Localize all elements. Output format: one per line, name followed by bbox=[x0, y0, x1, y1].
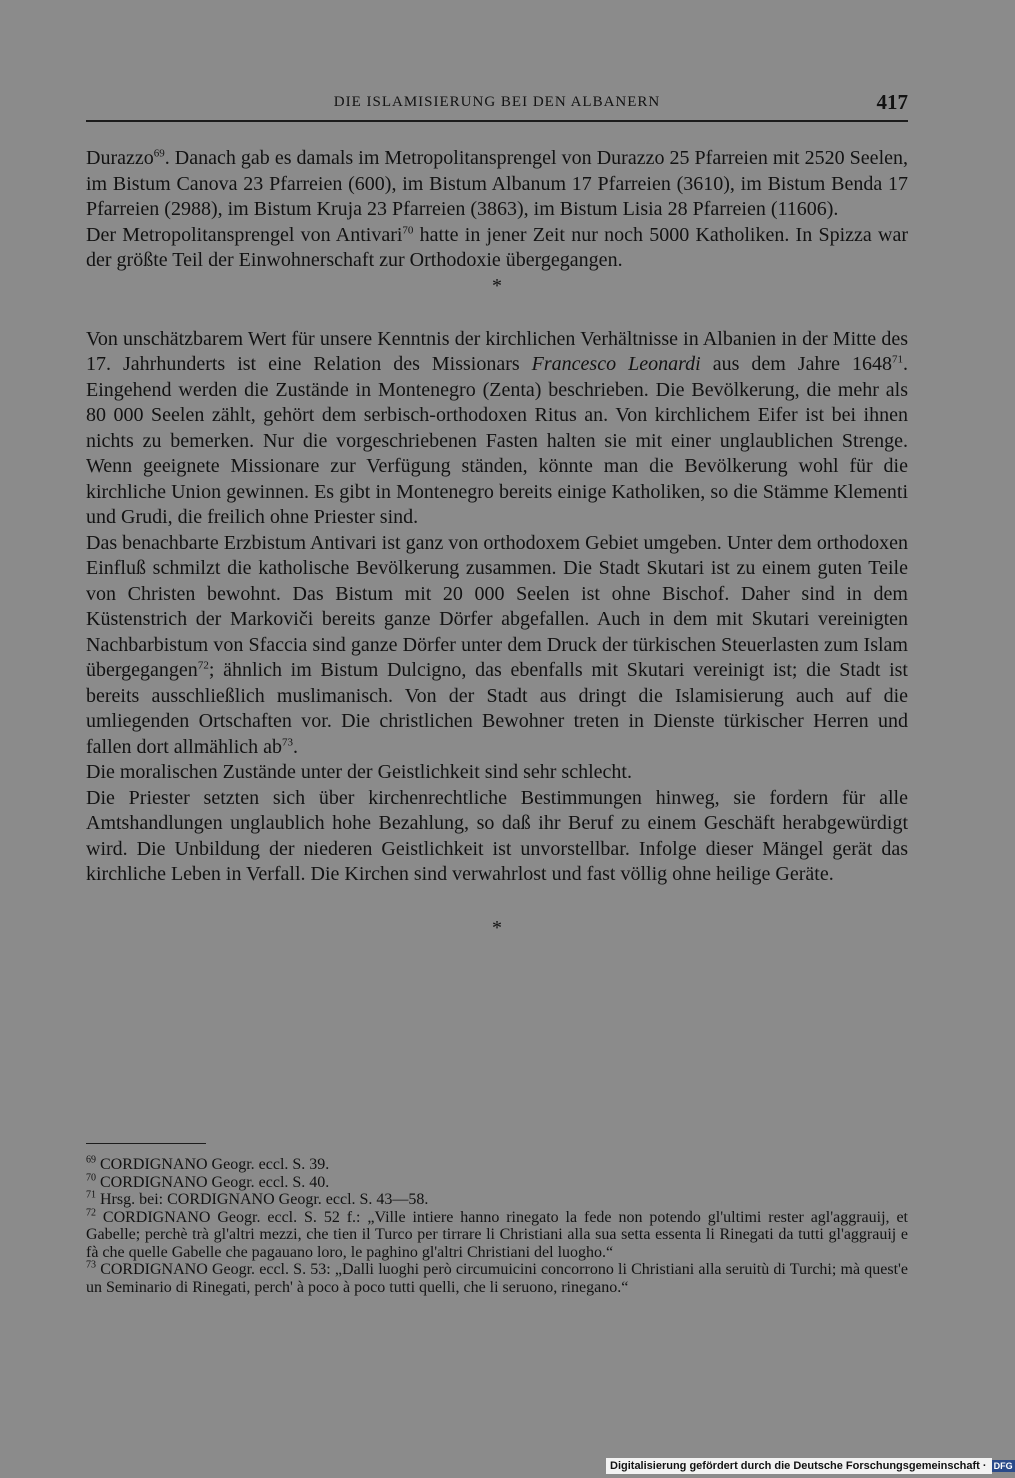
text-run: Von unschätzbarem Wert für unsere Kenntnis der kirchlichen Verhältnisse in Albanien in der Mitte des 17. Jahrhunderts ist eine Relation des Missionars bbox=[86, 327, 908, 375]
footnote-number: 73 bbox=[86, 1259, 96, 1271]
text-run: . Eingehend werden die Zustände in Montenegro (Zenta) beschrieben. Die Bevölkerung, die mehr als 80 000 Seelen zählt, gehört dem serbisch-orthodoxen Ritus an. Von kirchlichem Eifer ist bei ihnen nichts zu bemerken. Nur die vorgeschriebenen Fasten halten sie mit einer unglaublichen Strenge. Wenn geeignete Missionare zur Verfügung ständen, könnte man die Bevölkerung wohl für die kirchliche Union gewinnen. Es gibt in Montenegro bereits einige Katholiken, so die Stämme Klementi und Grudi, die freilich ohne Priester sind. bbox=[86, 353, 908, 528]
text-run: Durazzo bbox=[86, 147, 154, 169]
section-asterisk: * bbox=[492, 916, 502, 939]
body-text bbox=[86, 146, 908, 941]
footnote-text: CORDIGNANO Geogr. eccl. S. 53: „Dalli luoghi però circumuicini concorrono li Christiani alla seruitù di Turchi; mà quest'e un Seminario di Rinegati, perch' à poco à poco tutti quelli, che li seruono, rinegano.“ bbox=[86, 1261, 908, 1296]
body-paragraph bbox=[86, 146, 908, 223]
footnote bbox=[86, 1191, 908, 1209]
footnote-number: 70 bbox=[86, 1172, 96, 1184]
paragraph-spacer bbox=[86, 888, 908, 916]
digitization-footer bbox=[606, 1458, 1013, 1474]
text-run: hatte in jener Zeit nur noch 5000 Katholiken. In Spizza war der größte Teil der Einwohnerschaft zur Orthodoxie übergegangen. bbox=[86, 223, 908, 271]
footnote-text: CORDIGNANO Geogr. eccl. S. 52 f.: „Ville intiere hanno rinegato la fede non potendo gl'ultimi rester agl'aggrauij, et Gabelle; perchè trà gl'altri mezzi, che tien il Turco per tirrare li Christiani alla sua setta essenta li Rinegati da tutti gl'aggrauij e fà che quelle Gabelle che pagauano loro, le paghino gl'altri Christiani del luogho.“ bbox=[86, 1208, 908, 1261]
text-run: Das benachbarte Erzbistum Antivari ist ganz von orthodoxem Gebiet umgeben. Unter dem orthodoxen Einfluß schmilzt die katholische Bevölkerung zusammen. Die Stadt Skutari ist zu einem guten Teile von Christen bewohnt. Das Bistum mit 20 000 Seelen ist ohne Bischof. Daher sind in dem Küstenstrich der Markoviči bereits ganze Dörfer abgefallen. Auch in dem mit Skutari vereinigten Nachbarbistum von Sfaccia sind ganze Dörfer unter dem Druck der türkischen Steuerlasten zum Islam übergegangen bbox=[86, 531, 908, 681]
footnote-number: 69 bbox=[86, 1154, 96, 1166]
text-run: ; ähnlich im Bistum Dulcigno, das ebenfalls mit Skutari vereinigt ist; die Stadt ist bereits ausschließlich muslimanisch. Von der Stadt aus dringt die Islamisierung auch auf die umliegenden Ortschaften vor. Die christlichen Bewohner treten in Dienste türkischer Herren und fallen dort allmählich ab bbox=[86, 659, 908, 758]
body-paragraph bbox=[86, 760, 908, 786]
footnote-text: CORDIGNANO Geogr. eccl. S. 39. bbox=[96, 1156, 330, 1173]
running-head bbox=[86, 92, 908, 122]
footnote-reference: 72 bbox=[197, 659, 209, 672]
body-paragraph bbox=[86, 223, 908, 274]
footnote bbox=[86, 1209, 908, 1262]
footnote-number: 71 bbox=[86, 1189, 96, 1201]
body-paragraph bbox=[86, 327, 908, 531]
footer-text: Digitalisierung gefördert durch die Deutsche Forschungsgemeinschaft · bbox=[610, 1460, 987, 1472]
dfg-logo: DFG bbox=[993, 1461, 1013, 1471]
footnote-reference: 70 bbox=[402, 223, 414, 236]
footnote-reference: 73 bbox=[282, 735, 294, 748]
footnote-reference: 71 bbox=[892, 353, 903, 366]
page-number: 417 bbox=[876, 90, 908, 114]
text-run: . bbox=[293, 735, 299, 758]
text-run: Der Metropolitansprengel von Antivari bbox=[86, 223, 403, 246]
footnotes bbox=[86, 1156, 908, 1296]
body-paragraph bbox=[86, 786, 908, 888]
footnote-divider bbox=[86, 1143, 206, 1144]
footnote-text: CORDIGNANO Geogr. eccl. S. 40. bbox=[96, 1173, 330, 1191]
text-run: . Danach gab es damals im Metropolitansprengel von Durazzo 25 Pfarreien mit 2520 Seelen, im Bistum Canova 23 Pfarreien (600), im Bistum Albanum 17 Pfarreien (3610), im Bistum Benda 17 Pfarreien (2988), im Bistum Kruja 23 Pfarreien (3863), im Bistum Lisia 28 Pfarreien (11606). bbox=[86, 147, 908, 220]
footnote-number: 72 bbox=[86, 1207, 96, 1219]
body-paragraph bbox=[86, 531, 908, 761]
running-title: DIE ISLAMISIERUNG BEI DEN ALBANERN bbox=[333, 94, 661, 110]
footnote bbox=[86, 1174, 908, 1192]
text-run: Die moralischen Zustände unter der Geistlichkeit sind sehr schlecht. bbox=[86, 761, 632, 783]
section-asterisk: * bbox=[492, 274, 502, 297]
footnote bbox=[86, 1261, 908, 1296]
italic-name: Francesco Leonardi bbox=[531, 353, 701, 375]
paragraph-spacer bbox=[86, 299, 908, 327]
text-run: Die Priester setzten sich über kirchenrechtliche Bestimmungen hinweg, sie fordern für alle Amtshandlungen unglaublich hohe Bezahlung, so daß ihr Beruf zu einem Geschäft herabgewürdigt wird. Die Unbildung der niederen Geistlichkeit ist unvorstellbar. Infolge dieser Mängel gerät das kirchliche Leben in Verfall. Die Kirchen sind verwahrlost und fast völlig ohne heilige Geräte. bbox=[86, 786, 908, 885]
footnote bbox=[86, 1156, 908, 1174]
text-run: aus dem Jahre 1648 bbox=[700, 353, 892, 375]
footnote-reference: 69 bbox=[153, 147, 165, 160]
footnote-text: Hrsg. bei: CORDIGNANO Geogr. eccl. S. 43—58. bbox=[96, 1191, 429, 1208]
